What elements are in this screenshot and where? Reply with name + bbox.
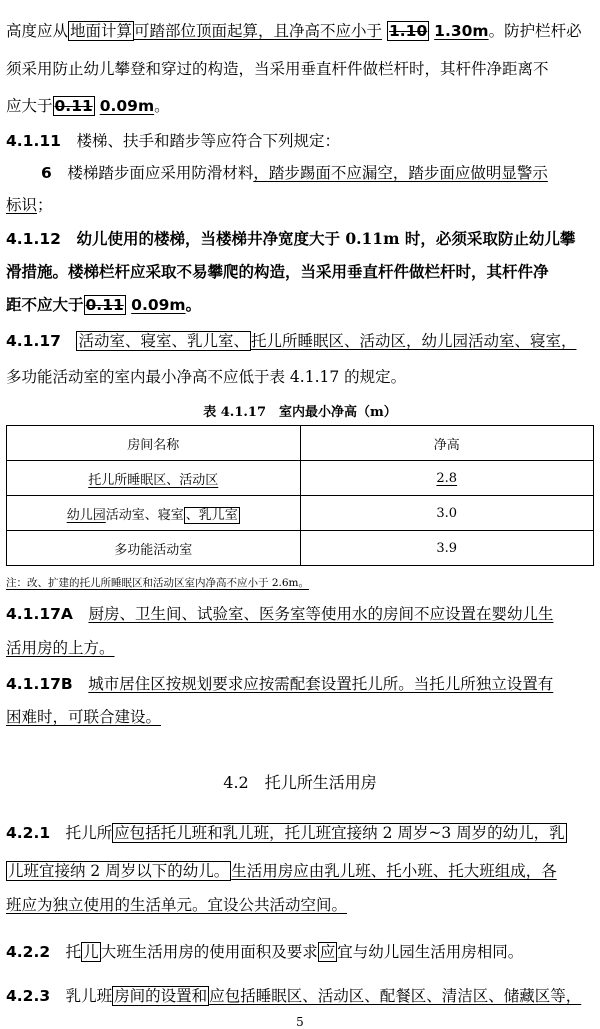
table-cell: 托儿所睡眠区、活动区 (7, 461, 301, 496)
boxed-text: 应包括托儿班和乳儿班，托儿班宜接纳 2 周岁~3 周岁的幼儿，乳 (114, 824, 565, 842)
text-line: 须采用防止幼儿攀登和穿过的构造，当采用垂直杆件做栏杆时，其杆件净距离不 (6, 60, 549, 78)
table-row (7, 461, 594, 496)
text-line: 高度应从 地面计算 可踏部位顶面起算，且净高不应小于 1.10 1.30m。防护栏杆必 (6, 22, 582, 40)
clause-4-2-2: 4.2.2 托 儿 大班生活用房的使用面积及要求 应 宜与幼儿园生活用房相同。 (6, 943, 524, 961)
boxed-text: 地面计算 (70, 22, 133, 40)
clause-4-2-1: 4.2.1 托儿所 应包括托儿班和乳儿班，托儿班宜接纳 2 周岁~3 周岁的幼儿，乳 (6, 824, 565, 842)
clause-4-1-17: 4.1.17 活动室、寝室、乳儿室、 托儿所睡眠区、活动区，幼儿园活动室、寝室， (6, 332, 577, 350)
boxed-text: 儿班宜接纳 2 周岁以下的幼儿。 (8, 862, 230, 880)
table-caption: 表 4.1.17 室内最小净高（m） (203, 405, 397, 420)
table-note: 注：改、扩建的托儿所睡眠区和活动区室内净高不应小于 2.6m。 (6, 577, 309, 589)
text-line: 活用房的上方。 (6, 639, 115, 657)
text-line: 困难时，可联合建设。 (6, 708, 162, 726)
revised-value: 0.09m (131, 296, 186, 314)
text-line: 多功能活动室的室内最小净高不应低于表 4.1.17 的规定。 (6, 368, 407, 386)
table-row (7, 496, 594, 531)
deleted-value: 1.10 (388, 22, 428, 40)
revised-value: 0.09m (99, 97, 155, 115)
revised-value: 1.30m (434, 22, 489, 40)
table-row (7, 531, 594, 566)
section-heading: 4.2 托儿所生活用房 (223, 773, 377, 792)
clause-4-1-17b: 4.1.17B 城市居住区按规划要求应按需配套设置托儿所。当托儿所独立设置有 (6, 675, 554, 693)
clause-4-1-12: 4.1.12 幼儿使用的楼梯，当楼梯井净宽度大于 0.11m 时，必须采取防止幼儿攀 (6, 229, 576, 248)
text-line: 班应为独立使用的生活单元。宜设公共活动空间。 (6, 896, 348, 914)
boxed-text: 儿 (83, 943, 99, 961)
clause-4-2-3: 4.2.3 乳儿班 房间的设置和 应包括睡眠区、活动区、配餐区、清洁区、储藏区等， (6, 987, 582, 1005)
boxed-text: 应 (319, 943, 336, 961)
table-cell: 2.8 (300, 461, 594, 496)
text-line: 距不应大于 0.11 0.09m。 (6, 295, 202, 314)
clause-4-1-11: 4.1.11 楼梯、扶手和踏步等应符合下列规定： (6, 132, 340, 150)
min-height-table (6, 425, 594, 566)
clause-4-1-17a: 4.1.17A 厨房、卫生间、试验室、医务室等使用水的房间不应设置在婴幼儿生 (6, 605, 554, 623)
text-line: 滑措施。楼梯栏杆应采取不易攀爬的构造，当采用垂直杆件做栏杆时，其杆件净 (6, 262, 549, 281)
boxed-text: 房间的设置和 (114, 987, 208, 1005)
table-cell: 3.9 (300, 531, 594, 566)
table-header: 房间名称 (7, 426, 301, 461)
text-line: 标识； (6, 196, 53, 214)
table-cell: 幼儿园活动室、寝室 、乳儿室 (7, 496, 301, 531)
text-line: 儿班宜接纳 2 周岁以下的幼儿。 生活用房应由乳儿班、托小班、托大班组成，各 (8, 862, 557, 880)
table-cell: 3.0 (300, 496, 594, 531)
boxed-text: 活动室、寝室、乳儿室、 (78, 332, 249, 350)
deleted-value: 0.11 (54, 97, 93, 115)
deleted-value: 0.11 (85, 296, 124, 314)
table-header-row (7, 426, 594, 461)
table-header: 净高 (300, 426, 594, 461)
clause-item-6: 6 楼梯踏步面应采用防滑材料，踏步踢面不应漏空，踏步面应做明显警示 (41, 164, 548, 182)
table-cell: 多功能活动室 (7, 531, 301, 566)
text-line: 应大于 0.11 0.09m。 (6, 97, 170, 115)
page-number: 5 (296, 1015, 304, 1029)
